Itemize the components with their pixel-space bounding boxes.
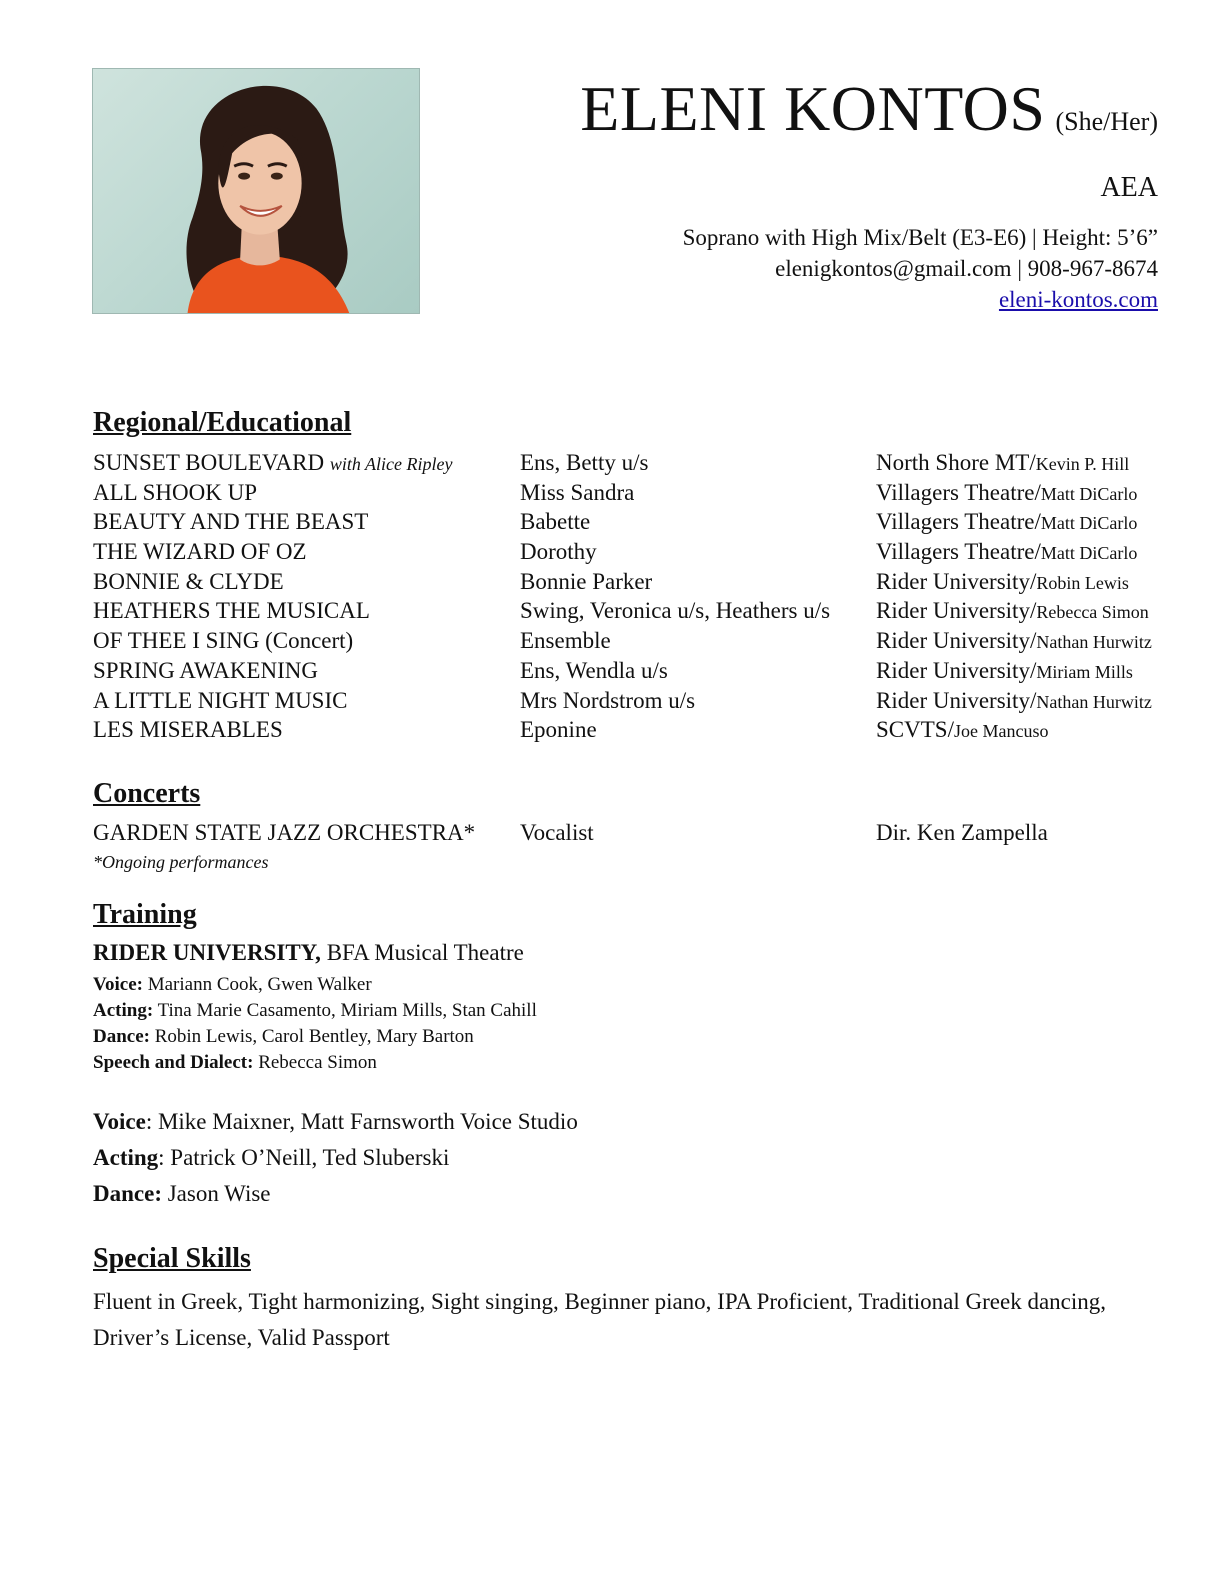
table-row <box>93 717 1173 747</box>
venue-director <box>876 450 1129 476</box>
concert-show: GARDEN STATE JAZZ ORCHESTRA* <box>93 820 476 845</box>
name-line <box>580 72 1158 146</box>
regional-credits <box>93 450 1173 747</box>
show-title: BONNIE & CLYDE <box>93 568 284 594</box>
venue: Villagers Theatre/ <box>876 539 1041 565</box>
director: Nathan Hurwitz <box>1036 632 1152 653</box>
training-school <box>93 940 524 966</box>
resume-header <box>580 72 1158 315</box>
venue-director <box>876 539 1137 565</box>
director: Joe Mancuso <box>953 721 1049 742</box>
show-title: ALL SHOOK UP <box>93 479 257 505</box>
role: Bonnie Parker <box>520 568 653 594</box>
venue-director <box>876 598 1149 624</box>
show-title: LES MISERABLES <box>93 717 283 743</box>
concert-role: Vocalist <box>520 820 594 845</box>
venue: SCVTS/ <box>876 717 954 743</box>
venue: Rider University/ <box>876 568 1037 594</box>
director: Matt DiCarlo <box>1040 513 1138 534</box>
dance-teachers: Robin Lewis, Carol Bentley, Mary Barton <box>154 1026 474 1047</box>
performer-name: ELENI KONTOS <box>580 73 1046 144</box>
director: Kevin P. Hill <box>1035 454 1130 474</box>
other-dance: Jason Wise <box>167 1181 271 1206</box>
show-title: A LITTLE NIGHT MUSIC <box>93 687 348 713</box>
venue-director <box>876 717 1048 743</box>
other-dance-label: Dance: <box>93 1181 162 1206</box>
venue-director <box>876 688 1152 714</box>
ongoing-note: *Ongoing performances <box>93 852 269 872</box>
section-title-training: Training <box>93 899 197 930</box>
speech-label: Speech and Dialect: <box>93 1052 254 1073</box>
section-title-concerts: Concerts <box>93 778 201 809</box>
role: Swing, Veronica u/s, Heathers u/s <box>520 598 831 624</box>
concert-director: Dir. Ken Zampella <box>876 820 1048 845</box>
role: Miss Sandra <box>520 479 635 505</box>
role: Eponine <box>520 717 597 743</box>
show-title: SPRING AWAKENING <box>93 657 318 683</box>
table-row <box>93 539 1173 569</box>
director: Matt DiCarlo <box>1040 543 1138 564</box>
private-training <box>93 1104 578 1212</box>
venue-director <box>876 658 1133 684</box>
show-title: OF THEE I SING (Concert) <box>93 628 354 654</box>
pronouns: (She/Her) <box>1055 107 1158 136</box>
director: Miriam Mills <box>1036 661 1133 682</box>
show-note: with Alice Ripley <box>329 454 453 474</box>
role: Ens, Betty u/s <box>520 450 649 475</box>
website-link[interactable]: eleni-kontos.com <box>998 287 1158 312</box>
role: Ens, Wendla u/s <box>520 657 668 683</box>
venue-director <box>876 628 1152 654</box>
venue-director <box>876 509 1137 535</box>
table-row <box>93 509 1173 539</box>
degree: BFA Musical Theatre <box>326 940 524 965</box>
school-name: RIDER UNIVERSITY, <box>93 940 321 965</box>
venue: Villagers Theatre/ <box>876 479 1041 505</box>
acting-label: Acting: <box>93 1000 154 1021</box>
show-title: HEATHERS THE MUSICAL <box>93 598 370 624</box>
venue: Villagers Theatre/ <box>876 509 1041 535</box>
venue: Rider University/ <box>876 598 1037 624</box>
voice-teachers: Mariann Cook, Gwen Walker <box>147 974 372 995</box>
director: Matt DiCarlo <box>1040 483 1138 504</box>
table-row <box>93 480 1173 510</box>
headshot-photo <box>92 68 420 314</box>
voice-height: Soprano with High Mix/Belt (E3-E6) | Height: 5’6” <box>682 225 1158 250</box>
table-row <box>93 628 1173 658</box>
role: Babette <box>520 509 591 535</box>
show-title: BEAUTY AND THE BEAST <box>93 509 369 535</box>
table-row <box>93 820 1173 850</box>
training-details <box>93 972 537 1076</box>
table-row <box>93 450 1173 480</box>
director: Nathan Hurwitz <box>1036 691 1152 712</box>
other-acting: : Patrick O’Neill, Ted Sluberski <box>158 1145 450 1170</box>
table-row <box>93 658 1173 688</box>
voice-label: Voice: <box>93 974 143 995</box>
table-row <box>93 569 1173 599</box>
union-affiliation: AEA <box>1100 172 1158 203</box>
dance-label: Dance: <box>93 1026 150 1047</box>
role: Dorothy <box>520 539 597 565</box>
venue: North Shore MT/ <box>876 450 1036 475</box>
venue: Rider University/ <box>876 687 1037 713</box>
venue: Rider University/ <box>876 628 1037 654</box>
role: Ensemble <box>520 628 611 654</box>
venue-director <box>876 480 1137 506</box>
table-row <box>93 688 1173 718</box>
concert-row <box>93 820 1173 850</box>
speech-teachers: Rebecca Simon <box>258 1052 377 1073</box>
show-title: THE WIZARD OF OZ <box>93 539 307 565</box>
venue: Rider University/ <box>876 657 1037 683</box>
director: Rebecca Simon <box>1036 602 1149 623</box>
show-title: SUNSET BOULEVARD with Alice Ripley <box>93 450 453 475</box>
section-title-skills: Special Skills <box>93 1243 251 1274</box>
role: Mrs Nordstrom u/s <box>520 687 696 713</box>
table-row <box>93 598 1173 628</box>
acting-teachers: Tina Marie Casamento, Miriam Mills, Stan Cahill <box>157 1000 537 1021</box>
skills-text: Fluent in Greek, Tight harmonizing, Sight singing, Beginner piano, IPA Proficient, Traditional Greek dancing, Driver’s License, Valid Passport <box>93 1289 1106 1350</box>
other-acting-label: Acting <box>93 1145 159 1170</box>
other-voice: : Mike Maixner, Matt Farnsworth Voice Studio <box>145 1109 578 1134</box>
other-voice-label: Voice <box>93 1109 146 1134</box>
director: Robin Lewis <box>1036 572 1129 593</box>
contact-info: elenigkontos@gmail.com | 908-967-8674 <box>775 256 1158 281</box>
venue-director <box>876 569 1129 595</box>
section-title-regional: Regional/Educational <box>93 407 352 438</box>
